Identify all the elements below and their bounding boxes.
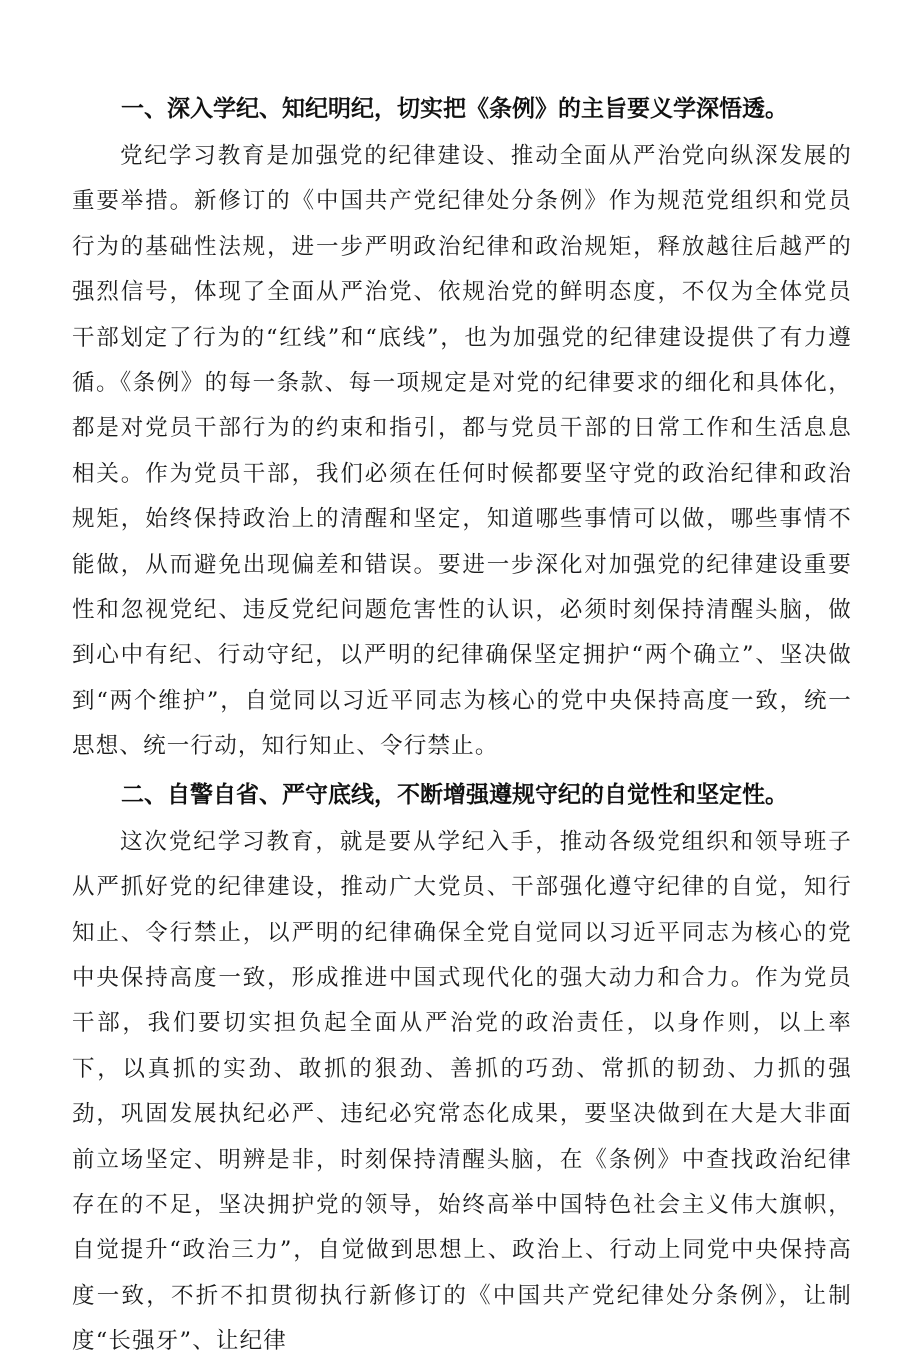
section-1-heading: 一、深入学纪、知纪明纪，切实把《条例》的主旨要义学深悟透。 <box>121 96 788 122</box>
section-1-paragraph: 党纪学习教育是加强党的纪律建设、推动全面从严治党向纵深发展的重要举措。新修订的《中国共产党纪律处分条例》作为规范党组织和党员行为的基础性法规，进一步严明政治纪律和政治规矩，释放越往后越严的强烈信号，体现了全面从严治党、依规治党的鲜明态度，不仅为全体党员干部划定了行为的“红线”和“底线”，也为加强党的纪律建设提供了有力遵循。《条例》的每一条款、每一项规定是对党的纪律要求的细化和具体化，都是对党员干部行为的约束和指引，都与党员干部的日常工作和生活息息相关。作为党员干部，我们必须在任何时候都要坚守党的政治纪律和政治规矩，始终保持政治上的清醒和坚定，知道哪些事情可以做，哪些事情不能做，从而避免出现偏差和错误。要进一步深化对加强党的纪律建设重要性和忽视党纪、违反党纪问题危害性的认识，必须时刻保持清醒头脑，做到心中有纪、行动守纪，以严明的纪律确保坚定拥护“两个确立”、坚决做到“两个维护”，自觉同以习近平同志为核心的党中央保持高度一致，统一思想、统一行动，知行知止、令行禁止。 <box>72 143 852 760</box>
section-2-heading: 二、自警自省、严守底线，不断增强遵规守纪的自觉性和坚定性。 <box>121 781 788 808</box>
document-body <box>72 86 852 1365</box>
section-2-paragraph: 这次党纪学习教育，就是要从学纪入手，推动各级党组织和领导班子从严抓好党的纪律建设，推动广大党员、干部强化遵守纪律的自觉，知行知止、令行禁止，以严明的纪律确保全党自觉同以习近平同志为核心的党中央保持高度一致，形成推进中国式现代化的强大动力和合力。作为党员干部，我们要切实担负起全面从严治党的政治责任，以身作则，以上率下，以真抓的实劲、敢抓的狠劲、善抓的巧劲、常抓的韧劲、力抓的强劲，巩固发展执纪必严、违纪必究常态化成果，要坚决做到在大是大非面前立场坚定、明辨是非，时刻保持清醒头脑，在《条例》中查找政治纪律存在的不足，坚决拥护党的领导，始终高举中国特色社会主义伟大旗帜，自觉提升“政治三力”，自觉做到思想上、政治上、行动上同党中央保持高度一致，不折不扣贯彻执行新修订的《中国共产党纪律处分条例》，让制度“长强牙”、让纪律 <box>72 828 852 1355</box>
